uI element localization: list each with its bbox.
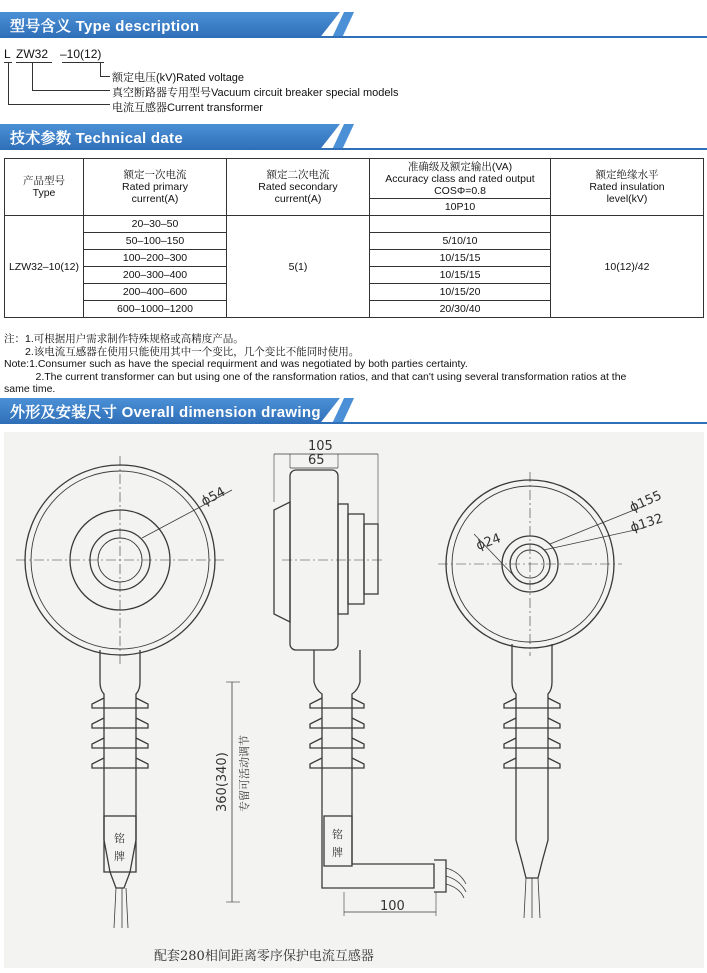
cell-primary: 200–300–400 <box>84 267 227 284</box>
cell-primary: 20–30–50 <box>84 216 227 233</box>
nameplate-char-2: 牌 <box>332 846 343 859</box>
dimension-drawing-title: 外形及安装尺寸 Overall dimension drawing <box>10 404 321 421</box>
drawing-svg <box>4 432 704 968</box>
cell-accuracy: 20/30/40 <box>370 301 551 318</box>
dim-54: ϕ54 <box>198 484 229 510</box>
type-code-voltage: –10(12) <box>60 47 102 61</box>
cell-accuracy: 5/10/10 <box>370 233 551 250</box>
middle-view <box>226 454 466 916</box>
note-line: Note:1.Consumer such as have the special requirment and was negotiated by both parties certainty. <box>4 358 468 370</box>
dim-155: ϕ155 <box>627 488 665 516</box>
dim-132: ϕ132 <box>628 511 665 536</box>
note-line: 注：1.可根据用户需求制作特殊规格或高精度产品。 <box>4 333 244 345</box>
cell-insulation: 10(12)/42 <box>551 216 704 318</box>
note-line: same time. <box>4 383 56 395</box>
technical-data-banner <box>0 124 707 150</box>
dim-24: ϕ24 <box>474 531 503 554</box>
spec-table <box>4 158 704 318</box>
dimension-drawing <box>4 432 704 968</box>
type-description-banner <box>0 12 707 38</box>
dimension-drawing-banner <box>0 398 707 424</box>
cell-model: LZW32–10(12) <box>5 216 84 318</box>
dim-65: 65 <box>308 453 325 468</box>
cell-primary: 100–200–300 <box>84 250 227 267</box>
cell-primary: 600–1000–1200 <box>84 301 227 318</box>
right-view <box>438 472 644 918</box>
type-item-voltage: 额定电压(kV)Rated voltage <box>112 72 245 84</box>
notes <box>4 333 707 396</box>
nameplate-char-2: 牌 <box>114 850 125 863</box>
nameplate-char-1: 铭 <box>332 828 343 841</box>
type-description-title: 型号含义 Type description <box>10 18 200 35</box>
dim-105: 105 <box>308 439 333 454</box>
cell-accuracy: 10/15/15 <box>370 267 551 284</box>
cell-accuracy: 10/15/15 <box>370 250 551 267</box>
drawing-caption: 配套280相间距离零序保护电流互感器 <box>154 949 374 964</box>
dim-360: 360(340) <box>215 752 230 812</box>
cell-accuracy: 10/15/20 <box>370 284 551 301</box>
type-code-zw: ZW32 <box>16 47 49 61</box>
note-line: 2.The current transformer can but using one of the ransformation ratios, and that can't using several transformation ratios at the <box>4 370 627 383</box>
header-accuracy: 准确级及额定输出(VA) Accuracy class and rated output COSΦ=0.8 <box>370 159 551 199</box>
cell-primary: 50–100–150 <box>84 233 227 250</box>
header-model: 产品型号 Type <box>5 159 84 216</box>
note-line: 2.该电流互感器在使用只能使用其中一个变比，几个变比不能同时使用。 <box>4 345 360 358</box>
cell-accuracy <box>370 216 551 233</box>
cell-primary: 200–400–600 <box>84 284 227 301</box>
type-item-model: 真空断路器专用型号Vacuum circuit breaker special models <box>112 87 399 99</box>
dim-adjust-note: 专留可活动调节 <box>238 735 251 812</box>
technical-data-title: 技术参数 Technical date <box>10 130 183 147</box>
type-item-transformer: 电流互感器Current transformer <box>112 102 263 114</box>
dim-100: 100 <box>380 899 405 914</box>
header-insulation: 额定绝缘水平 Rated insulation level(kV) <box>551 159 704 216</box>
nameplate-char-1: 铭 <box>114 832 125 845</box>
cell-secondary: 5(1) <box>227 216 370 318</box>
header-secondary: 额定二次电流 Rated secondary current(A) <box>227 159 370 216</box>
type-code-l: L <box>4 47 11 61</box>
header-primary: 额定一次电流 Rated primary current(A) <box>84 159 227 216</box>
header-accuracy-sub: 10P10 <box>370 199 551 216</box>
